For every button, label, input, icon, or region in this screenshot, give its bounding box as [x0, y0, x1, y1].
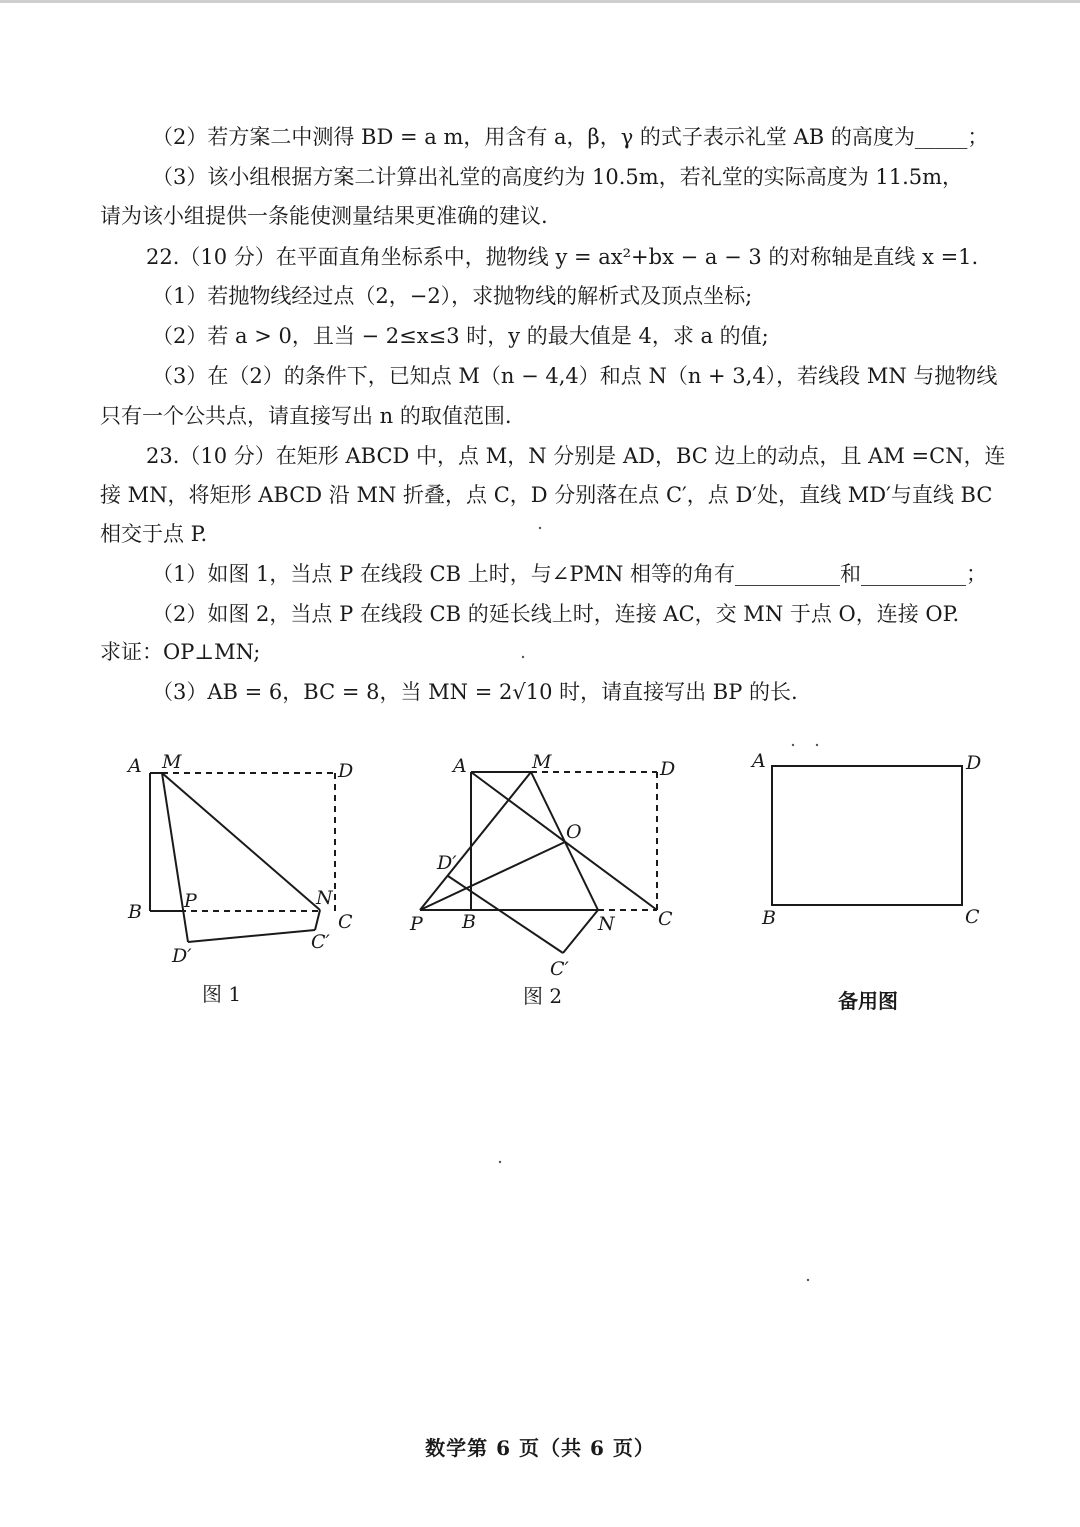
scan-speck: [522, 656, 524, 658]
scan-speck: [792, 744, 794, 746]
fig1-label-B: B: [128, 901, 142, 923]
fig3-label-B: B: [762, 907, 776, 929]
q21-part3-cont: 请为该小组提供一条能使测量结果更准确的建议.: [100, 204, 548, 228]
scan-speck: [816, 744, 818, 746]
fig3-label-C: C: [965, 906, 980, 928]
fig1-label-N: N: [316, 887, 333, 909]
scan-speck: [807, 1279, 809, 1281]
fig2-label-N: N: [598, 913, 615, 935]
q23-part2-cont: 求证：OP⊥MN;: [100, 640, 261, 664]
figure-spare-caption: 备用图: [838, 989, 898, 1013]
q23-part3: （3）AB = 6，BC = 8，当 MN = 2√10 时，请直接写出 BP 的长.: [152, 680, 798, 704]
fig2-label-D-prime: D′: [437, 852, 457, 874]
fig2-label-M: M: [532, 751, 552, 773]
fig1-label-C-prime: C′: [311, 931, 330, 953]
fig1-label-C: C: [338, 911, 353, 933]
figure-1-caption: 图 1: [202, 982, 242, 1006]
q22-part1: （1）若抛物线经过点（2，−2），求抛物线的解析式及顶点坐标;: [152, 284, 753, 308]
fig2-label-C-prime: C′: [550, 958, 569, 980]
fig2-label-O: O: [566, 821, 582, 843]
fig2-label-D: D: [660, 758, 676, 780]
page-footer: 数学第 6 页（共 6 页）: [425, 1436, 655, 1460]
q22-part3-cont: 只有一个公共点，请直接写出 n 的取值范围.: [100, 404, 512, 428]
fig3-label-D: D: [966, 752, 982, 774]
figure-2-caption: 图 2: [523, 984, 563, 1008]
q22-part3: （3）在（2）的条件下，已知点 M（n − 4,4）和点 N（n + 3,4），若线段 MN 与抛物线: [152, 364, 998, 388]
fig1-label-P: P: [184, 890, 197, 912]
q23-stem-cont1: 接 MN，将矩形 ABCD 沿 MN 折叠，点 C，D 分别落在点 C′，点 D′处，直线 MD′与直线 BC: [100, 483, 993, 507]
q22-part2: （2）若 a > 0，且当 − 2≤x≤3 时，y 的最大值是 4，求 a 的值;: [152, 324, 769, 348]
scan-speck: [539, 527, 541, 529]
fig1-label-M: M: [162, 751, 182, 773]
rectangle-ABCD: [772, 766, 962, 905]
q23-stem: 23.（10 分）在矩形 ABCD 中，点 M，N 分别是 AD，BC 边上的动点，且 AM =CN，连: [146, 444, 1006, 468]
fig2-label-P: P: [410, 913, 423, 935]
fig1-label-D-prime: D′: [172, 945, 192, 967]
fig2-label-C: C: [658, 908, 673, 930]
q22-stem: 22.（10 分）在平面直角坐标系中，抛物线 y = ax²+bx − a − 3 的对称轴是直线 x =1.: [146, 245, 979, 269]
q23-stem-cont2: 相交于点 P.: [100, 522, 208, 546]
q23-part2: （2）如图 2，当点 P 在线段 CB 的延长线上时，连接 AC，交 MN 于点 O，连接 OP.: [152, 602, 960, 626]
fig1-label-D: D: [338, 760, 354, 782]
fig1-label-A: A: [128, 755, 142, 777]
q21-part3: （3）该小组根据方案二计算出礼堂的高度约为 10.5m，若礼堂的实际高度为 11.5m，: [152, 165, 964, 189]
q23-part1: （1）如图 1，当点 P 在线段 CB 上时，与∠PMN 相等的角有__________和__________；: [152, 562, 988, 586]
fig3-label-A: A: [752, 750, 766, 772]
fig2-label-B: B: [462, 911, 476, 933]
scan-speck: [499, 1161, 501, 1163]
q21-part2: （2）若方案二中测得 BD = a m，用含有 a，β，γ 的式子表示礼堂 AB 的高度为_____；: [152, 125, 989, 149]
fig2-label-A: A: [453, 755, 467, 777]
